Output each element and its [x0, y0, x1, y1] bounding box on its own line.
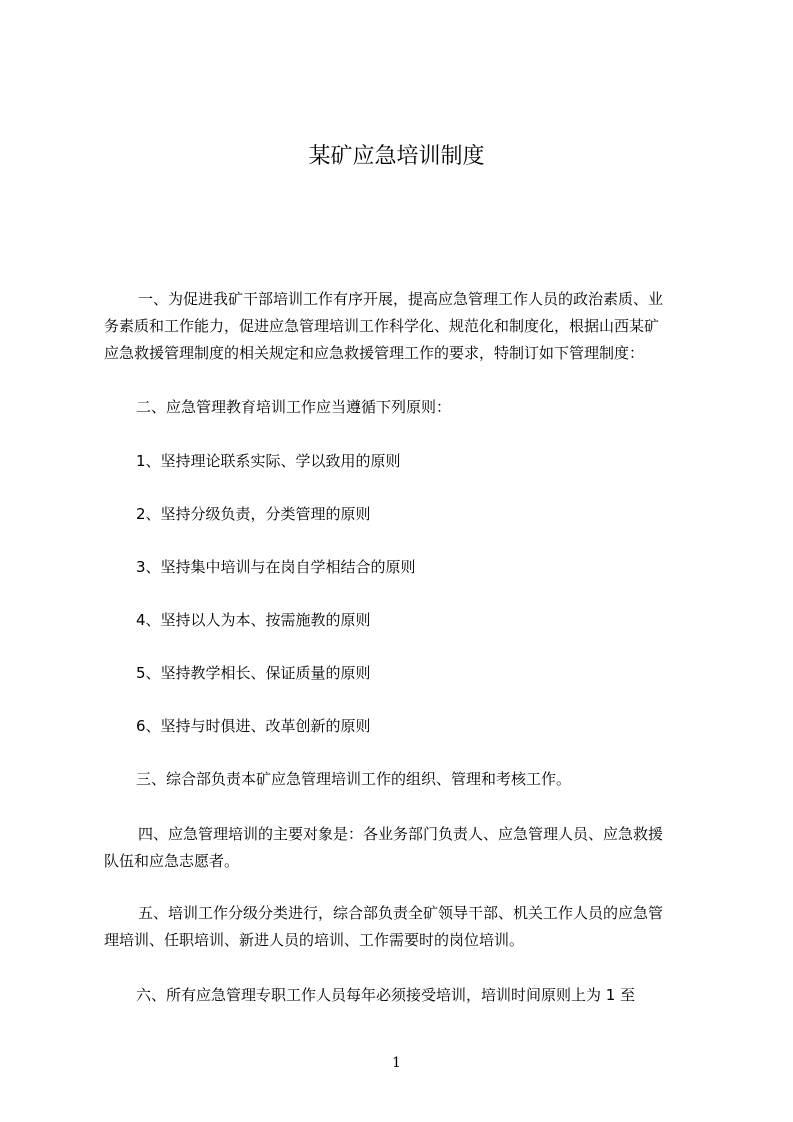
paragraph-line: 3、坚持集中培训与在岗自学相结合的原则 [136, 558, 416, 576]
paragraph-line: 6、坚持与时俱进、改革创新的原则 [136, 717, 371, 735]
paragraph-line: 四、应急管理培训的主要对象是：各业务部门负责人、应急管理人员、应急救援 [138, 825, 664, 843]
paragraph-line: 三、综合部负责本矿应急管理培训工作的组织、管理和考核工作。 [136, 770, 572, 788]
paragraph-3 [104, 766, 704, 793]
paragraph-line: 应急救援管理制度的相关规定和应急救援管理工作的要求，特制订如下管理制度： [104, 344, 645, 362]
principle-3 [104, 554, 704, 581]
paragraph-line: 五、培训工作分级分类进行，综合部负责全矿领导干部、机关工作人员的应急管 [138, 904, 664, 922]
paragraph-line: 六、所有应急管理专职工作人员每年必须接受培训，培训时间原则上为 1 至 [136, 986, 636, 1004]
paragraph-line: 队伍和应急志愿者。 [104, 852, 240, 870]
paragraph-line: 二、应急管理教育培训工作应当遵循下列原则： [136, 398, 452, 416]
principle-5 [104, 660, 704, 687]
principle-2 [104, 501, 704, 528]
page-number: 1 [392, 1055, 401, 1071]
document-title: 某矿应急培训制度 [308, 144, 485, 169]
paragraph-line: 5、坚持教学相长、保证质量的原则 [136, 664, 371, 682]
paragraph-2 [104, 394, 704, 421]
paragraph-line: 1、坚持理论联系实际、学以致用的原则 [136, 452, 401, 470]
principle-4 [104, 607, 704, 634]
paragraph-6 [104, 982, 704, 1009]
paragraph-line: 2、坚持分级负责，分类管理的原则 [136, 505, 371, 523]
principle-1 [104, 448, 704, 475]
principle-6 [104, 713, 704, 740]
paragraph-1 [104, 286, 704, 367]
paragraph-line: 4、坚持以人为本、按需施教的原则 [136, 611, 371, 629]
paragraph-line: 务素质和工作能力，促进应急管理培训工作科学化、规范化和制度化，根据山西某矿 [104, 317, 660, 335]
paragraph-4 [104, 821, 704, 875]
paragraph-5 [104, 900, 704, 954]
paragraph-line: 理培训、任职培训、新进人员的培训、工作需要时的岗位培训。 [104, 931, 525, 949]
paragraph-line: 一、为促进我矿干部培训工作有序开展，提高应急管理工作人员的政治素质、业 [138, 290, 664, 308]
